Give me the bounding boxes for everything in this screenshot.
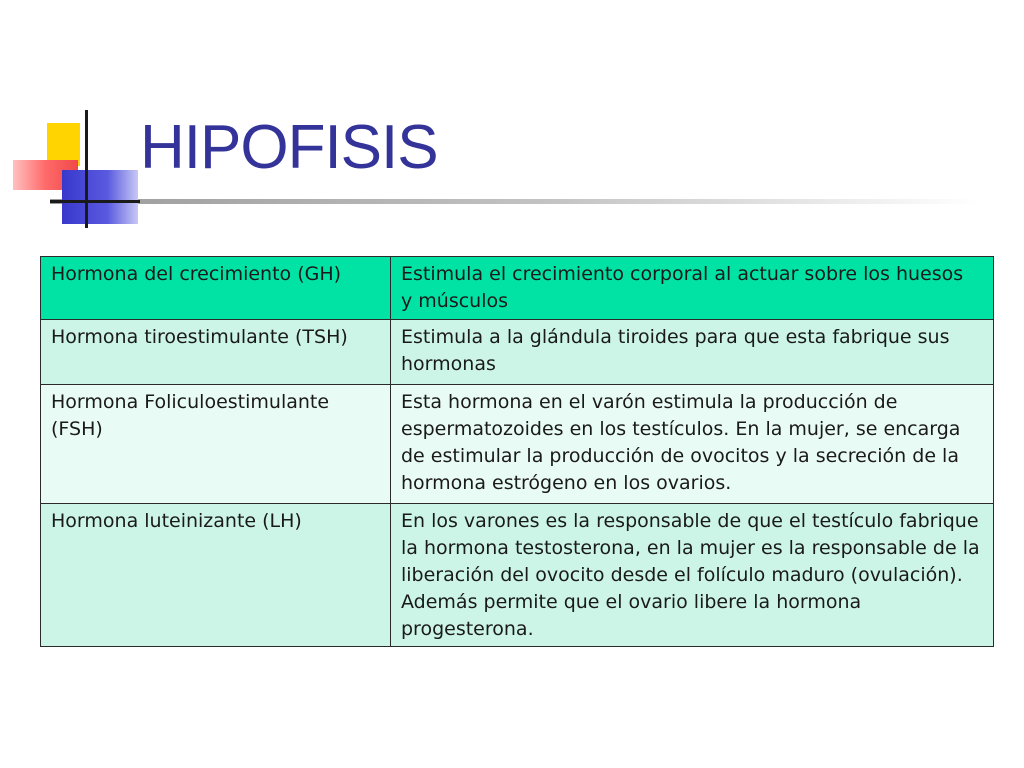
hormone-name-cell: Hormona Foliculoestimulante (FSH) xyxy=(41,385,391,504)
hormone-name-cell: Hormona luteinizante (LH) xyxy=(41,504,391,647)
logo-vertical-line xyxy=(85,110,88,228)
slide-title: HIPOFISIS xyxy=(140,113,438,182)
hormone-function-cell: Estimula el crecimiento corporal al actuar sobre los huesos y músculos xyxy=(391,257,994,320)
table-row-tsh xyxy=(41,320,994,385)
logo-horizontal-line xyxy=(50,200,140,203)
hormone-name-cell: Hormona del crecimiento (GH) xyxy=(41,257,391,320)
hormone-function-cell: Esta hormona en el varón estimula la producción de espermatozoides en los testículos. En la mujer, se encarga de estimular la producción de ovocitos y la secreción de la hormona estrógeno en los ovarios. xyxy=(391,385,994,504)
hormone-function-cell: En los varones es la responsable de que el testículo fabrique la hormona testosterona, en la mujer es la responsable de la liberación del ovocito desde el folículo maduro (ovulación). Además permite que el ovario libere la hormona progesterona. xyxy=(391,504,994,647)
table-row-fsh xyxy=(41,385,994,504)
hormone-name-cell: Hormona tiroestimulante (TSH) xyxy=(41,320,391,385)
title-underline-rule xyxy=(50,199,980,204)
logo-yellow-square xyxy=(47,123,80,166)
hormone-table xyxy=(40,256,994,647)
logo-blue-square xyxy=(62,170,138,224)
table-row-lh xyxy=(41,504,994,647)
hormone-function-cell: Estimula a la glándula tiroides para que esta fabrique sus hormonas xyxy=(391,320,994,385)
table-row-gh xyxy=(41,257,994,320)
